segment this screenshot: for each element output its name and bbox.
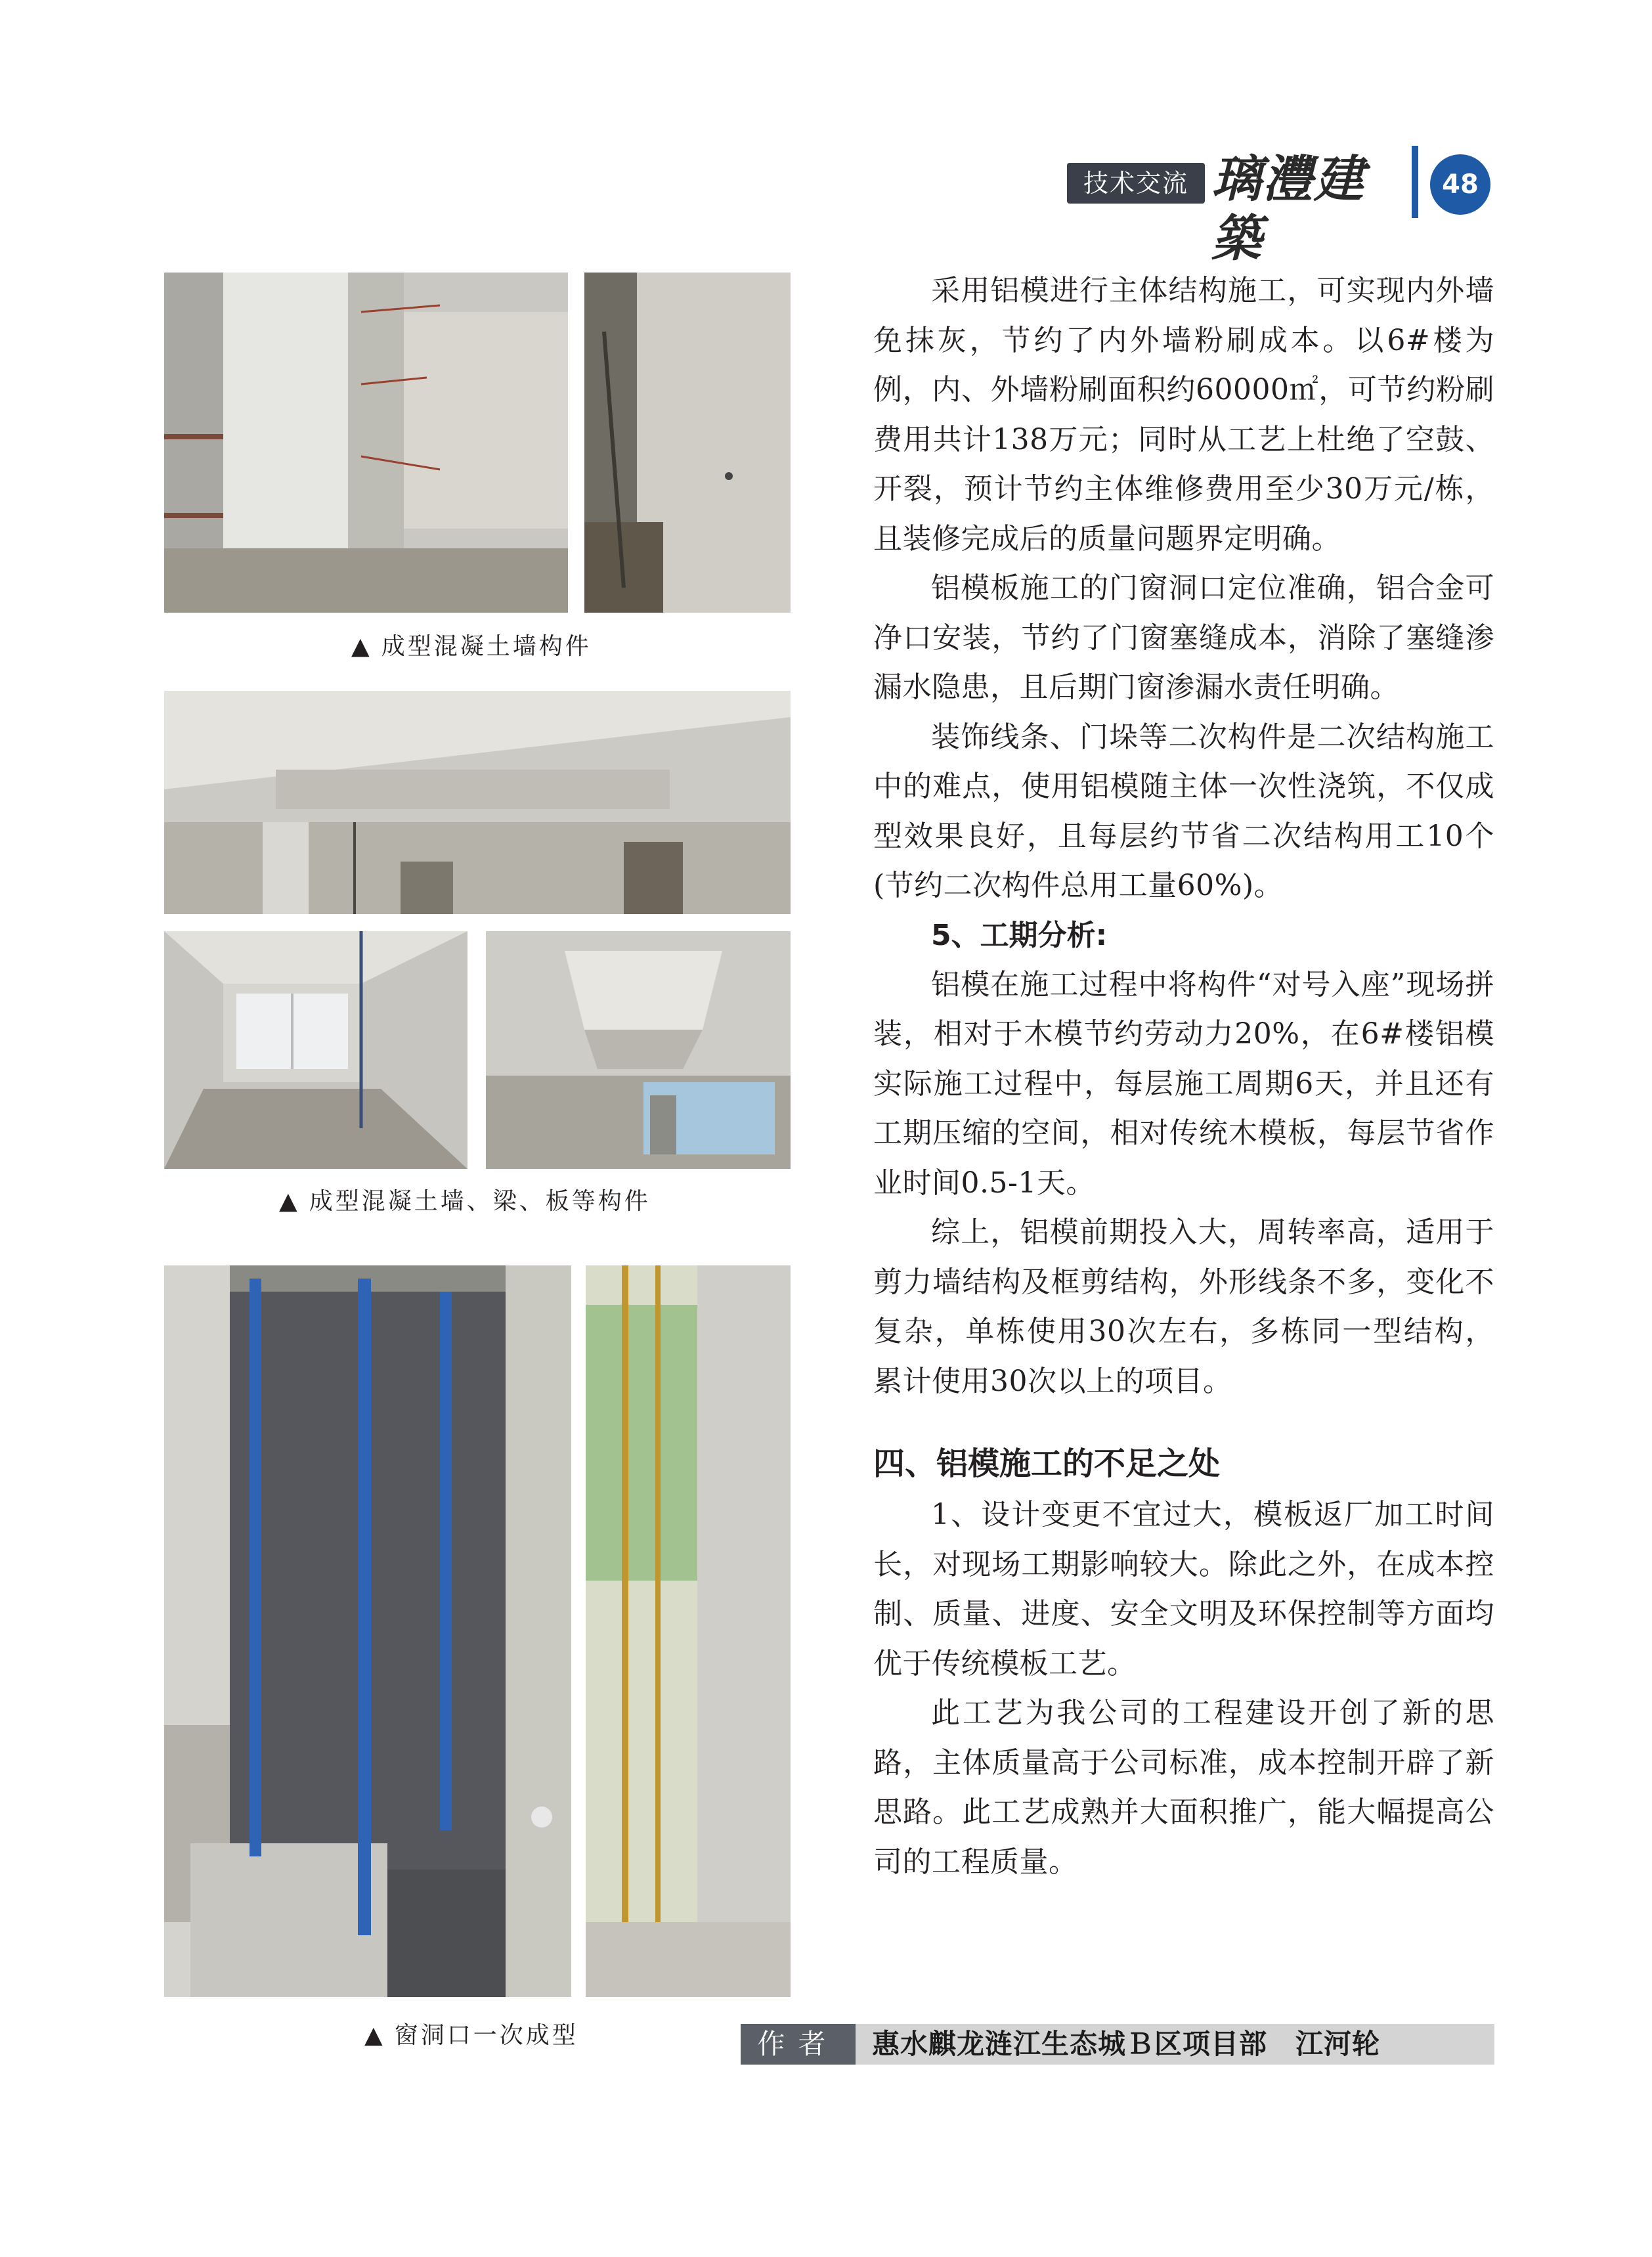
triangle-marker-icon: ▲ [351,633,370,660]
page-number: 48 [1430,154,1490,215]
paragraph: 1、设计变更不宜过大，模板返厂加工时间长，对现场工期影响较大。除此之外，在成本控制、质量、进度、安全文明及环保控制等方面均优于传统模板工艺。 [873,1498,1494,1680]
caption-text: 成型混凝土墙、梁、板等构件 [309,1188,651,1215]
photo-illustration [164,931,467,1169]
section-heading: 四、铝模施工的不足之处 [873,1445,1221,1482]
figure-2-caption [279,1185,651,1218]
photo-illustration [164,273,568,613]
header-divider [1412,146,1418,218]
caption-text: 成型混凝土墙构件 [381,633,592,660]
section-badge: 技术交流 [1067,163,1205,204]
paragraph: 综上，铝模前期投入大，周转率高，适用于剪力墙结构及框剪结构，外形线条不多，变化不复杂，单栋使用30次左右，多栋同一型结构，累计使用30次以上的项目。 [873,1216,1494,1398]
paragraph: 装饰线条、门垛等二次构件是二次结构施工中的难点，使用铝模随主体一次性浇筑，不仅成型效果良好，且每层约节省二次结构用工10个(节约二次构件总用工量60%)。 [873,720,1494,902]
author-bar [741,2024,1494,2065]
photo-illustration [584,273,791,613]
figure-1-caption [351,630,592,663]
triangle-marker-icon: ▲ [364,2022,383,2049]
author-label: 作者 [741,2024,856,2065]
photo-illustration [164,691,791,914]
photo-concrete-wall-interior [164,273,568,613]
photo-illustration [486,931,791,1169]
photo-concrete-beam-opening [486,931,791,1169]
caption-text: 窗洞口一次成型 [394,2022,578,2049]
figure-3-caption [364,2019,578,2052]
triangle-marker-icon: ▲ [279,1188,297,1215]
brand-logo: 璃灃建築 [1211,150,1365,267]
photo-illustration [164,1265,571,1997]
paragraph: 铝模在施工过程中将构件“对号入座”现场拼装，相对于木模节约劳动力20%，在6#楼铝模实际施工过程中，每层施工周期6天，并且还有工期压缩的空间，相对传统木模板，每层节省作业时间0.5-1天。 [873,967,1494,1200]
photo-concrete-ceiling-beams [164,691,791,914]
photo-window-opening-scaffold [586,1265,791,1997]
paragraph: 采用铝模进行主体结构施工，可实现内外墙免抹灰，节约了内外墙粉刷成本。以6#楼为例，内、外墙粉刷面积约60000㎡，可节约粉刷费用共计138万元；同时从工艺上杜绝了空鼓、开裂，预计节约主体维修费用至少30万元/栋，且装修完成后的质量问题界定明确。 [873,274,1494,556]
author-name: 惠水麒龙涟江生态城Ｂ区项目部 江河轮 [872,2028,1381,2060]
photo-concrete-wall-column [584,273,791,613]
photo-room-window [164,931,467,1169]
photo-illustration [586,1265,791,1997]
photo-window-opening-props [164,1265,571,1997]
article-text-column [873,266,1494,1887]
subheading-schedule: 5、工期分析: [931,918,1108,952]
paragraph: 铝模板施工的门窗洞口定位准确，铝合金可净口安装，节约了门窗塞缝成本，消除了塞缝渗漏水隐患，且后期门窗渗漏水责任明确。 [873,571,1494,704]
paragraph: 此工艺为我公司的工程建设开创了新的思路，主体质量高于公司标准，成本控制开辟了新思路。此工艺成熟并大面积推广，能大幅提高公司的工程质量。 [873,1696,1494,1879]
